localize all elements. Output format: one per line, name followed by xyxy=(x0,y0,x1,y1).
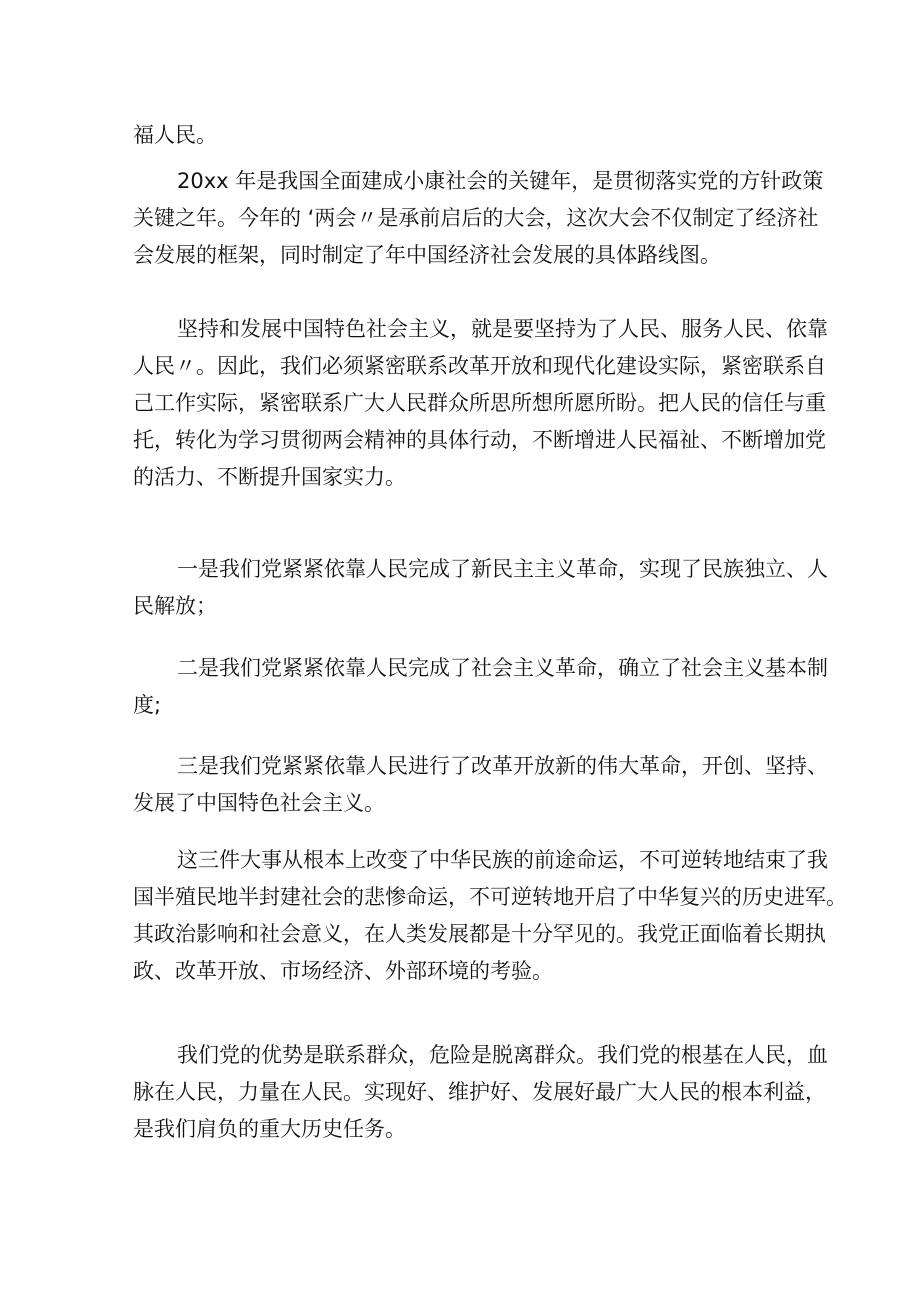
text-line: 一是我们党紧紧依靠人民完成了新民主主义革命，实现了民族独立、人 xyxy=(177,557,828,581)
text-line: 三是我们党紧紧依靠人民进行了改革开放新的伟大革命，开创、坚持、 xyxy=(177,754,828,778)
text-line: 己工作实际，紧密联系广大人民群众所思所想所愿所盼。把人民的信任与重 xyxy=(133,391,826,415)
text-line: 政、改革开放、市场经济、外部环境的考验。 xyxy=(133,959,553,983)
text-line: 的活力、不断提升国家实力。 xyxy=(133,465,406,489)
text-line: 托，转化为学习贯彻两会精神的具体行动，不断增进人民福祉、不断增加党 xyxy=(133,428,826,452)
text-line: 人民〃。因此，我们必须紧密联系改革开放和现代化建设实际，紧密联系自 xyxy=(133,354,826,378)
paragraph-7 xyxy=(133,842,847,990)
text-line: 度; xyxy=(133,693,162,717)
text-line: 是我们肩负的重大历史任务。 xyxy=(133,1117,406,1141)
paragraph-6 xyxy=(133,748,828,822)
paragraph-8 xyxy=(133,1037,828,1148)
paragraph-1 xyxy=(133,117,823,154)
text-line: 发展了中国特色社会主义。 xyxy=(133,791,385,815)
text-line: 会发展的框架，同时制定了年中国经济社会发展的具体路线图。 xyxy=(133,243,721,267)
paragraph-4 xyxy=(133,551,828,625)
text-line: 20xx 年是我国全面建成小康社会的关键年，是贯彻落实党的方针政策 xyxy=(177,169,824,193)
text-line: 坚持和发展中国特色社会主义，就是要坚持为了人民、服务人民、依靠 xyxy=(177,317,828,341)
paragraph-5 xyxy=(133,650,828,724)
text-line: 二是我们党紧紧依靠人民完成了社会主义革命，确立了社会主义基本制 xyxy=(177,656,828,680)
paragraph-3 xyxy=(133,311,828,496)
text-line: 其政治影响和社会意义，在人类发展都是十分罕见的。我党正面临着长期执 xyxy=(133,922,826,946)
text-line: 福人民。 xyxy=(133,123,217,147)
text-line: 脉在人民，力量在人民。实现好、维护好、发展好最广大人民的根本利益， xyxy=(133,1080,826,1104)
text-line: 我们党的优势是联系群众，危险是脱离群众。我们党的根基在人民，血 xyxy=(177,1043,828,1067)
text-line: 民解放； xyxy=(133,594,217,618)
paragraph-2 xyxy=(133,163,823,274)
text-line: 关键之年。今年的 ‘两会〃是承前启后的大会，这次大会不仅制定了经济社 xyxy=(133,206,819,230)
text-line: 国半殖民地半封建社会的悲惨命运，不可逆转地开启了中华复兴的历史进军。 xyxy=(133,885,847,909)
text-line: 这三件大事从根本上改变了中华民族的前途命运，不可逆转地结束了我 xyxy=(177,848,828,872)
